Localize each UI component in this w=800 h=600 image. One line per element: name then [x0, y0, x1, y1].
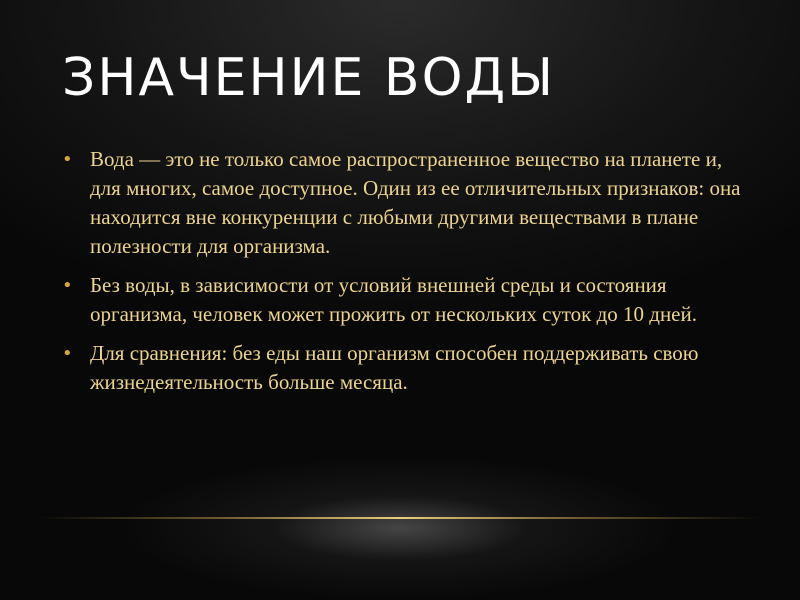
bullet-item [62, 339, 752, 397]
bullet-item [62, 145, 752, 261]
bullet-text: Вода — это не только самое распространенное вещество на планете и, для многих, самое доступное. Один из ее отличительных признаков: она находится вне конкуренции с любыми другими веществами в плане полезности для организма. [90, 147, 741, 258]
bullet-icon: • [62, 343, 73, 364]
bullet-icon: • [62, 275, 73, 296]
background-glow [120, 440, 680, 600]
bullet-list [62, 145, 752, 407]
bullet-text: Для сравнения: без еды наш организм способен поддерживать свою жизнедеятельность больше месяца. [90, 341, 699, 394]
bullet-icon: • [62, 149, 73, 170]
slide-title: ЗНАЧЕНИЕ ВОДЫ [62, 48, 556, 108]
bottom-divider [40, 517, 760, 519]
bullet-item [62, 271, 752, 329]
bullet-text: Без воды, в зависимости от условий внешней среды и состояния организма, человек может прожить от нескольких суток до 10 дней. [90, 273, 697, 326]
